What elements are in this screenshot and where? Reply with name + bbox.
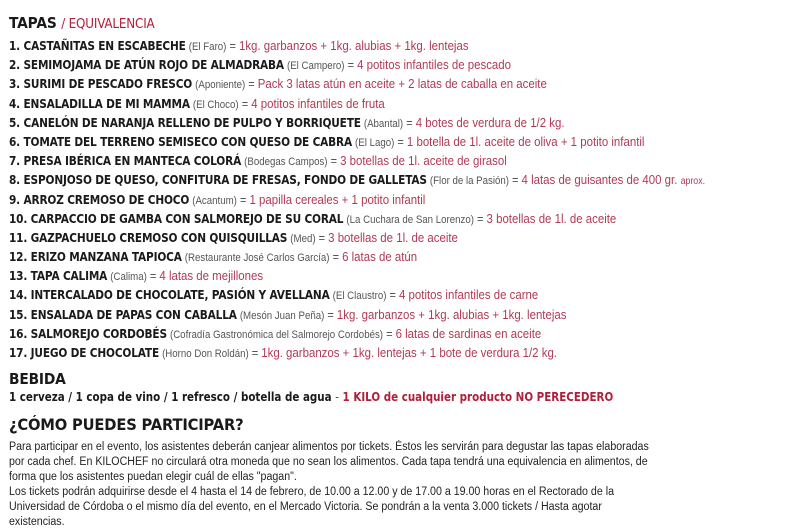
food-equivalence: Pack 3 latas atún en aceite + 2 latas de caballa en aceite: [257, 76, 547, 92]
food-equivalence: 4 latas de mejillones: [159, 268, 264, 284]
equals-sign: =: [406, 115, 413, 130]
food-equivalence: 6 latas de sardinas en aceite: [395, 325, 542, 341]
tapas-list: [9, 36, 706, 362]
tapa-item: [9, 151, 680, 170]
restaurant-name: (Acantum): [192, 194, 237, 207]
dish-name: 3. SURIMI DE PESCADO FRESCO: [9, 77, 193, 92]
equals-sign: =: [477, 211, 484, 226]
restaurant-name: (Horno Don Roldán): [162, 348, 249, 360]
restaurant-name: (Restaurante José Carlos García): [184, 252, 330, 265]
tapa-item: [9, 170, 706, 189]
tapa-item: [9, 305, 680, 324]
dish-name: 6. TOMATE DEL TERRENO SEMISECO CON QUESO DE CABRA: [9, 134, 352, 149]
tapa-item: [9, 132, 680, 151]
dish-name: 5. CANELÓN DE NARANJA RELLENO DE PULPO Y BORRIQUETE: [9, 115, 361, 130]
food-equivalence: 1kg. garbanzos + 1kg. lentejas + 1 bote de verdura 1/2 kg.: [261, 345, 557, 360]
food-equivalence: 4 potitos infantiles de pescado: [357, 57, 512, 73]
food-equivalence: 3 botellas de 1l. aceite de girasol: [340, 153, 507, 169]
dish-name: 10. CARPACCIO DE GAMBA CON SALMOREJO DE SU CORAL: [9, 211, 344, 226]
restaurant-name: (Aponiente): [195, 79, 246, 92]
paragraph: Para participar en el evento, los asistentes deberán canjear alimentos por tickets. Éstos les servirán para degustar las tapas elaboradas por cada chef. En KILOCHEF no circulará otra moneda que no sean los alimentos. Cada tapa tendrá una equivalencia en alimentos, de forma que los asistentes puedan elegir cuál de ellas "pagan".: [9, 441, 649, 484]
dish-name: 13. TAPA CALIMA: [9, 269, 108, 284]
equals-sign: =: [149, 269, 157, 284]
tapa-item: [9, 36, 680, 55]
tapa-item: [9, 209, 680, 228]
dish-name: 12. ERIZO MANZANA TAPIOCA: [9, 250, 182, 265]
bebida-title: BEBIDA: [9, 370, 66, 389]
restaurant-name: (Med): [290, 232, 316, 245]
drinks-list: 1 cerveza / 1 copa de vino / 1 refresco / botella de agua: [9, 390, 332, 405]
dish-name: 14. INTERCALADO DE CHOCOLATE, PASIÓN Y AVELLANA: [9, 288, 330, 303]
food-equivalence: 4 potitos infantiles de carne: [399, 287, 539, 303]
dish-name: 1. CASTAÑITAS EN ESCABECHE: [9, 39, 186, 53]
restaurant-name: (Abantal): [363, 117, 404, 130]
participar-text: [9, 440, 657, 530]
tapa-item: [9, 113, 680, 132]
food-equivalence: 4 potitos infantiles de fruta: [251, 95, 385, 111]
equals-sign: =: [512, 173, 519, 188]
equals-sign: =: [386, 326, 393, 341]
dish-name: 17. JUEGO DE CHOCOLATE: [9, 346, 159, 360]
restaurant-name: (El Campero): [286, 60, 345, 73]
tapa-item: [9, 190, 680, 209]
equals-sign: =: [248, 77, 255, 92]
restaurant-name: (Flor de la Pasión): [429, 175, 509, 188]
food-equivalence: 4 botes de verdura de 1/2 kg.: [415, 114, 565, 130]
dish-name: 2. SEMIMOJAMA DE ATÚN ROJO DE ALMADRABA: [9, 58, 284, 73]
food-text: 4 latas de guisantes de 400 gr.: [521, 172, 678, 188]
food-equivalence: [522, 172, 705, 187]
restaurant-name: (Mesón Juan Peña): [239, 309, 325, 322]
dish-name: 4. ENSALADILLA DE MI MAMMA: [9, 96, 190, 111]
bebida-line: [9, 388, 680, 407]
dish-name: 9. ARROZ CREMOSO DE CHOCO: [9, 192, 190, 207]
food-equivalence: 1 botella de 1l. aceite de oliva + 1 potito infantil: [406, 133, 645, 149]
tapas-subtitle: / EQUIVALENCIA: [61, 17, 155, 32]
restaurant-name: (El Lago): [355, 136, 395, 149]
tapa-item: [9, 285, 680, 304]
tapa-item: [9, 324, 680, 343]
tapa-item: [9, 247, 680, 266]
tapas-title: TAPAS: [9, 14, 57, 32]
food-equivalence: 6 latas de atún: [342, 249, 418, 265]
restaurant-name: (La Cuchara de San Lorenzo): [346, 213, 474, 226]
restaurant-name: (Cofradía Gastronómica del Salmorejo Cordobés): [169, 328, 384, 341]
approx-note: aprox.: [680, 176, 706, 188]
equals-sign: =: [318, 230, 326, 245]
equals-sign: =: [241, 96, 249, 111]
tapa-item: [9, 55, 680, 74]
equals-sign: =: [330, 154, 338, 169]
equals-sign: =: [251, 346, 259, 360]
food-equivalence: 1kg. garbanzos + 1kg. alubias + 1kg. lentejas: [336, 306, 567, 322]
separator: -: [335, 390, 339, 405]
equals-sign: =: [327, 307, 334, 322]
equals-sign: =: [332, 250, 340, 265]
equals-sign: =: [397, 134, 404, 149]
restaurant-name: (Bodegas Campos): [244, 156, 328, 169]
tapa-item: [9, 228, 680, 247]
dish-name: 15. ENSALADA DE PAPAS CON CABALLA: [9, 307, 237, 322]
tapa-item: [9, 94, 680, 113]
equals-sign: =: [347, 58, 355, 73]
restaurant-name: (Calima): [110, 271, 147, 284]
dish-name: 8. ESPONJOSO DE QUESO, CONFITURA DE FRESAS, FONDO DE GALLETAS: [9, 173, 427, 188]
dish-name: 16. SALMOREJO CORDOBÉS: [9, 326, 167, 341]
restaurant-name: (El Choco): [192, 98, 239, 111]
food-equivalence: 3 botellas de 1l. de aceite: [328, 229, 458, 245]
tapa-item: [9, 74, 680, 93]
restaurant-name: (El Faro): [188, 41, 227, 53]
equals-sign: =: [229, 39, 236, 53]
food-equivalence: 1 papilla cereales + 1 potito infantil: [249, 191, 426, 207]
equals-sign: =: [389, 288, 396, 303]
food-equivalence: 1kg. garbanzos + 1kg. alubias + 1kg. lentejas: [238, 38, 469, 53]
tapa-item: [9, 266, 680, 285]
dish-name: 11. GAZPACHUELO CREMOSO CON QUISQUILLAS: [9, 230, 288, 245]
dish-name: 7. PRESA IBÉRICA EN MANTECA COLORÁ: [9, 154, 242, 169]
tapas-heading: [9, 14, 626, 34]
restaurant-name: (El Claustro): [332, 290, 387, 303]
paragraph: Los tickets podrán adquirirse desde el 4 hasta el 14 de febrero, de 10.00 a 12.00 y de 17.00 a 19.00 horas en el Rectorado de la Universidad de Córdoba o el mismo día del evento, en el Mercado Victoria. Se pondrán a la venta 3.000 tickets / Hasta agotar existencias.: [9, 486, 614, 529]
bebida-equivalence: 1 KILO de cualquier producto NO PERECEDERO: [342, 390, 614, 405]
participar-title: ¿CÓMO PUEDES PARTICIPAR?: [9, 415, 244, 435]
equals-sign: =: [239, 192, 247, 207]
tapa-item: [9, 343, 680, 362]
food-equivalence: 3 botellas de 1l. de aceite: [486, 210, 617, 226]
